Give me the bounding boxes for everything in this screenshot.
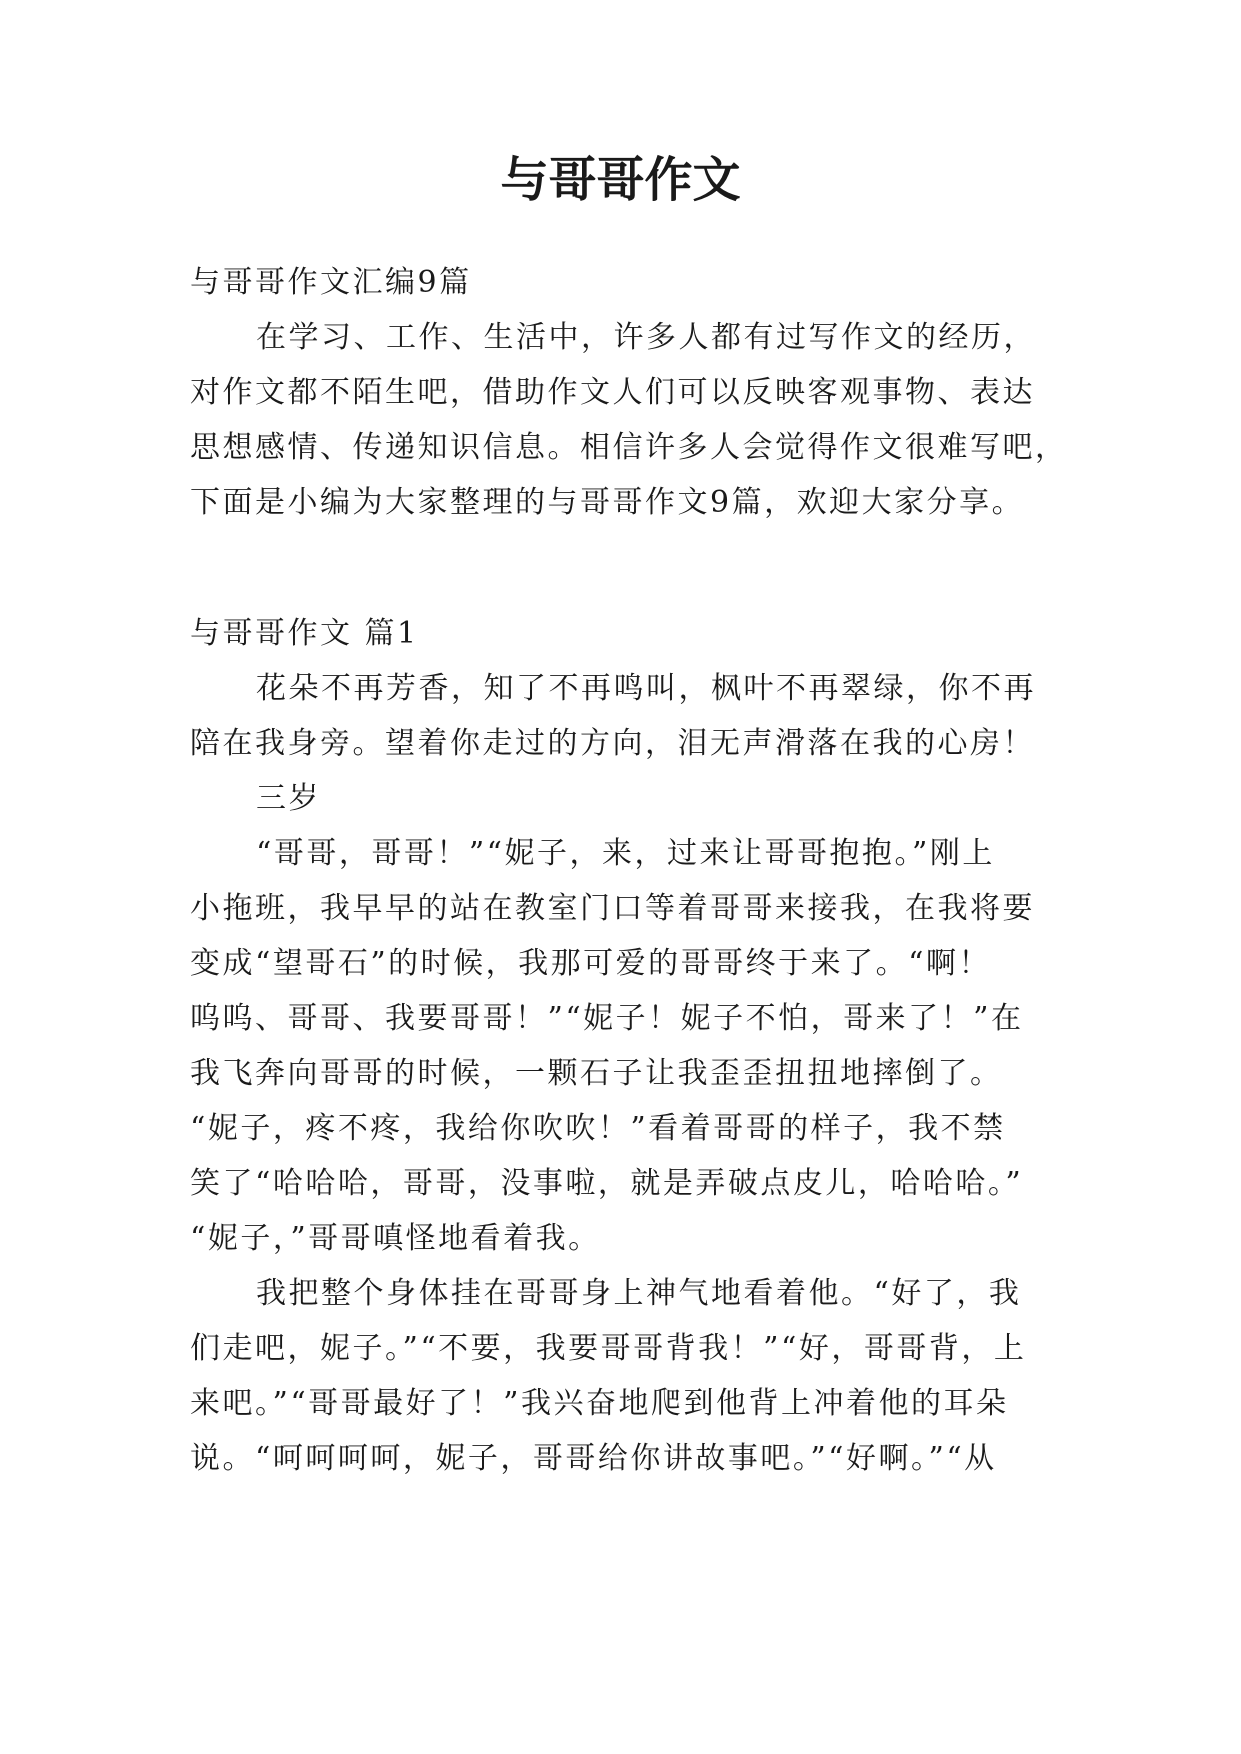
intro-line: 在学习、工作、生活中，许多人都有过写作文的经历， bbox=[256, 320, 1036, 355]
paragraph-line: “妮子，”哥哥嗔怪地看着我。 bbox=[190, 1221, 601, 1256]
paragraph-line: 呜呜、哥哥、我要哥哥！”“妮子！妮子不怕，哥来了！”在 bbox=[190, 1001, 1024, 1036]
paragraph-line: 三岁 bbox=[256, 781, 321, 816]
section-heading: 与哥哥作文 篇1 bbox=[190, 616, 419, 651]
intro-line: 下面是小编为大家整理的与哥哥作文9篇，欢迎大家分享。 bbox=[190, 485, 1025, 520]
document-title: 与哥哥作文 bbox=[500, 152, 741, 208]
paragraph-line: 花朵不再芳香，知了不再鸣叫，枫叶不再翠绿，你不再 bbox=[256, 671, 1036, 706]
paragraph-line: 说。“呵呵呵呵，妮子，哥哥给你讲故事吧。”“好啊。”“从 bbox=[190, 1441, 997, 1476]
paragraph-line: “哥哥，哥哥！”“妮子，来，过来让哥哥抱抱。”刚上 bbox=[256, 836, 995, 871]
collection-heading: 与哥哥作文汇编9篇 bbox=[190, 265, 472, 300]
paragraph-line: 小拖班，我早早的站在教室门口等着哥哥来接我，在我将要 bbox=[190, 891, 1035, 926]
paragraph-line: 笑了“哈哈哈，哥哥，没事啦，就是弄破点皮儿，哈哈哈。” bbox=[190, 1166, 1024, 1201]
intro-line: 对作文都不陌生吧，借助作文人们可以反映客观事物、表达 bbox=[190, 375, 1035, 410]
paragraph-line: 来吧。”“哥哥最好了！”我兴奋地爬到他背上冲着他的耳朵 bbox=[190, 1386, 1009, 1421]
paragraph-line: 陪在我身旁。望着你走过的方向，泪无声滑落在我的心房！ bbox=[190, 726, 1035, 761]
intro-line: 思想感情、传递知识信息。相信许多人会觉得作文很难写吧， bbox=[190, 430, 1068, 465]
paragraph-line: 我把整个身体挂在哥哥身上神气地看着他。“好了，我 bbox=[256, 1276, 1022, 1311]
paragraph-line: 们走吧，妮子。”“不要，我要哥哥背我！”“好，哥哥背，上 bbox=[190, 1331, 1027, 1366]
paragraph-line: “妮子，疼不疼，我给你吹吹！”看着哥哥的样子，我不禁 bbox=[190, 1111, 1006, 1146]
paragraph-line: 变成“望哥石”的时候，我那可爱的哥哥终于来了。“啊！ bbox=[190, 946, 992, 981]
paragraph-line: 我飞奔向哥哥的时候，一颗石子让我歪歪扭扭地摔倒了。 bbox=[190, 1056, 1003, 1091]
